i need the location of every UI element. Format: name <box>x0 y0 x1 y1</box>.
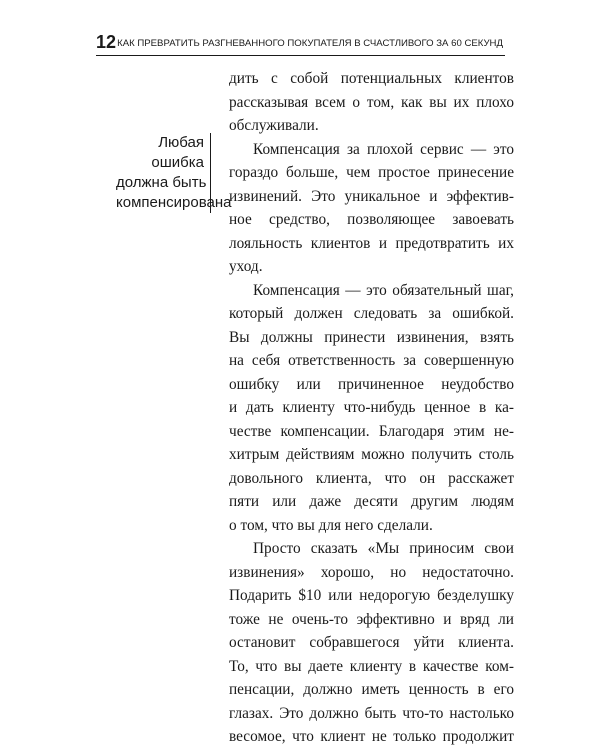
margin-note-line: Любая <box>158 134 204 151</box>
text-line: Подарить $10 или недорогую безделушку <box>229 587 514 604</box>
text-line: честве компенсации. Благодаря этим не- <box>229 422 514 440</box>
text-line: рассказывая всем о том, как вы их плохо <box>229 93 514 111</box>
text-line: и дать клиенту что-нибудь ценное в ка- <box>229 399 514 416</box>
margin-note-line: должна быть <box>116 174 207 191</box>
text-line: лояльность клиентов и предотвратить их <box>229 234 514 252</box>
text-line: уход. <box>229 258 263 275</box>
text-line: дить с собой потенциальных клиентов <box>229 70 514 87</box>
text-line: остановит собравшегося уйти клиента. <box>229 634 514 651</box>
text-line: Просто сказать «Мы приносим свои <box>253 540 514 557</box>
text-line: глазах. Это должно быть что-то настолько <box>229 704 514 722</box>
text-line: о том, что вы для него сделали. <box>229 516 433 534</box>
text-line: довольного клиента, что он расскажет <box>229 469 514 487</box>
paragraph <box>229 67 514 138</box>
text-line: Вы должны принести извинения, взять <box>229 328 514 346</box>
text-line: Компенсация — это обязательный шаг, <box>253 281 514 299</box>
text-line: ошибку или причиненное неудобство <box>229 375 514 393</box>
text-line: пяти или даже десяти другим людям <box>229 493 514 510</box>
text-line: пенсации, должно иметь ценность в его <box>229 681 514 698</box>
body-text <box>229 67 514 749</box>
paragraph <box>229 537 514 749</box>
paragraph <box>229 279 514 538</box>
text-line: обслуживали. <box>229 117 319 134</box>
text-line: на себя ответственность за совершенную <box>229 352 514 369</box>
text-line: То, что вы даете клиенту в качестве ком- <box>229 657 514 675</box>
page-number: 12 <box>96 32 117 52</box>
text-line: ное средство, позволяющее завоевать <box>229 211 514 228</box>
text-line: гораздо больше, чем простое принесение <box>229 164 514 181</box>
text-line: Компенсация за плохой сервис — это <box>253 140 514 158</box>
text-line: извинения» хорошо, но недостаточно. <box>229 563 514 581</box>
header-rule <box>96 55 505 56</box>
text-line: хитрым действиям можно получить столь <box>229 446 514 463</box>
text-line: тоже не очень-то эффективно и вряд ли <box>229 610 514 628</box>
margin-note-line: компенсирована <box>116 194 232 211</box>
margin-note-line: ошибка <box>151 154 204 171</box>
text-line: весомое, что клиент не только продолжит <box>229 728 514 745</box>
margin-note <box>116 133 232 213</box>
paragraph <box>229 138 514 279</box>
text-line: который должен следовать за ошибкой. <box>229 305 514 322</box>
running-title: КАК ПРЕВРАТИТЬ РАЗГНЕВАННОГО ПОКУПАТЕЛЯ В СЧАСТЛИВОГО ЗА 60 СЕКУНД <box>117 38 503 49</box>
text-line: извинений. Это уникальное и эффектив- <box>229 187 514 205</box>
